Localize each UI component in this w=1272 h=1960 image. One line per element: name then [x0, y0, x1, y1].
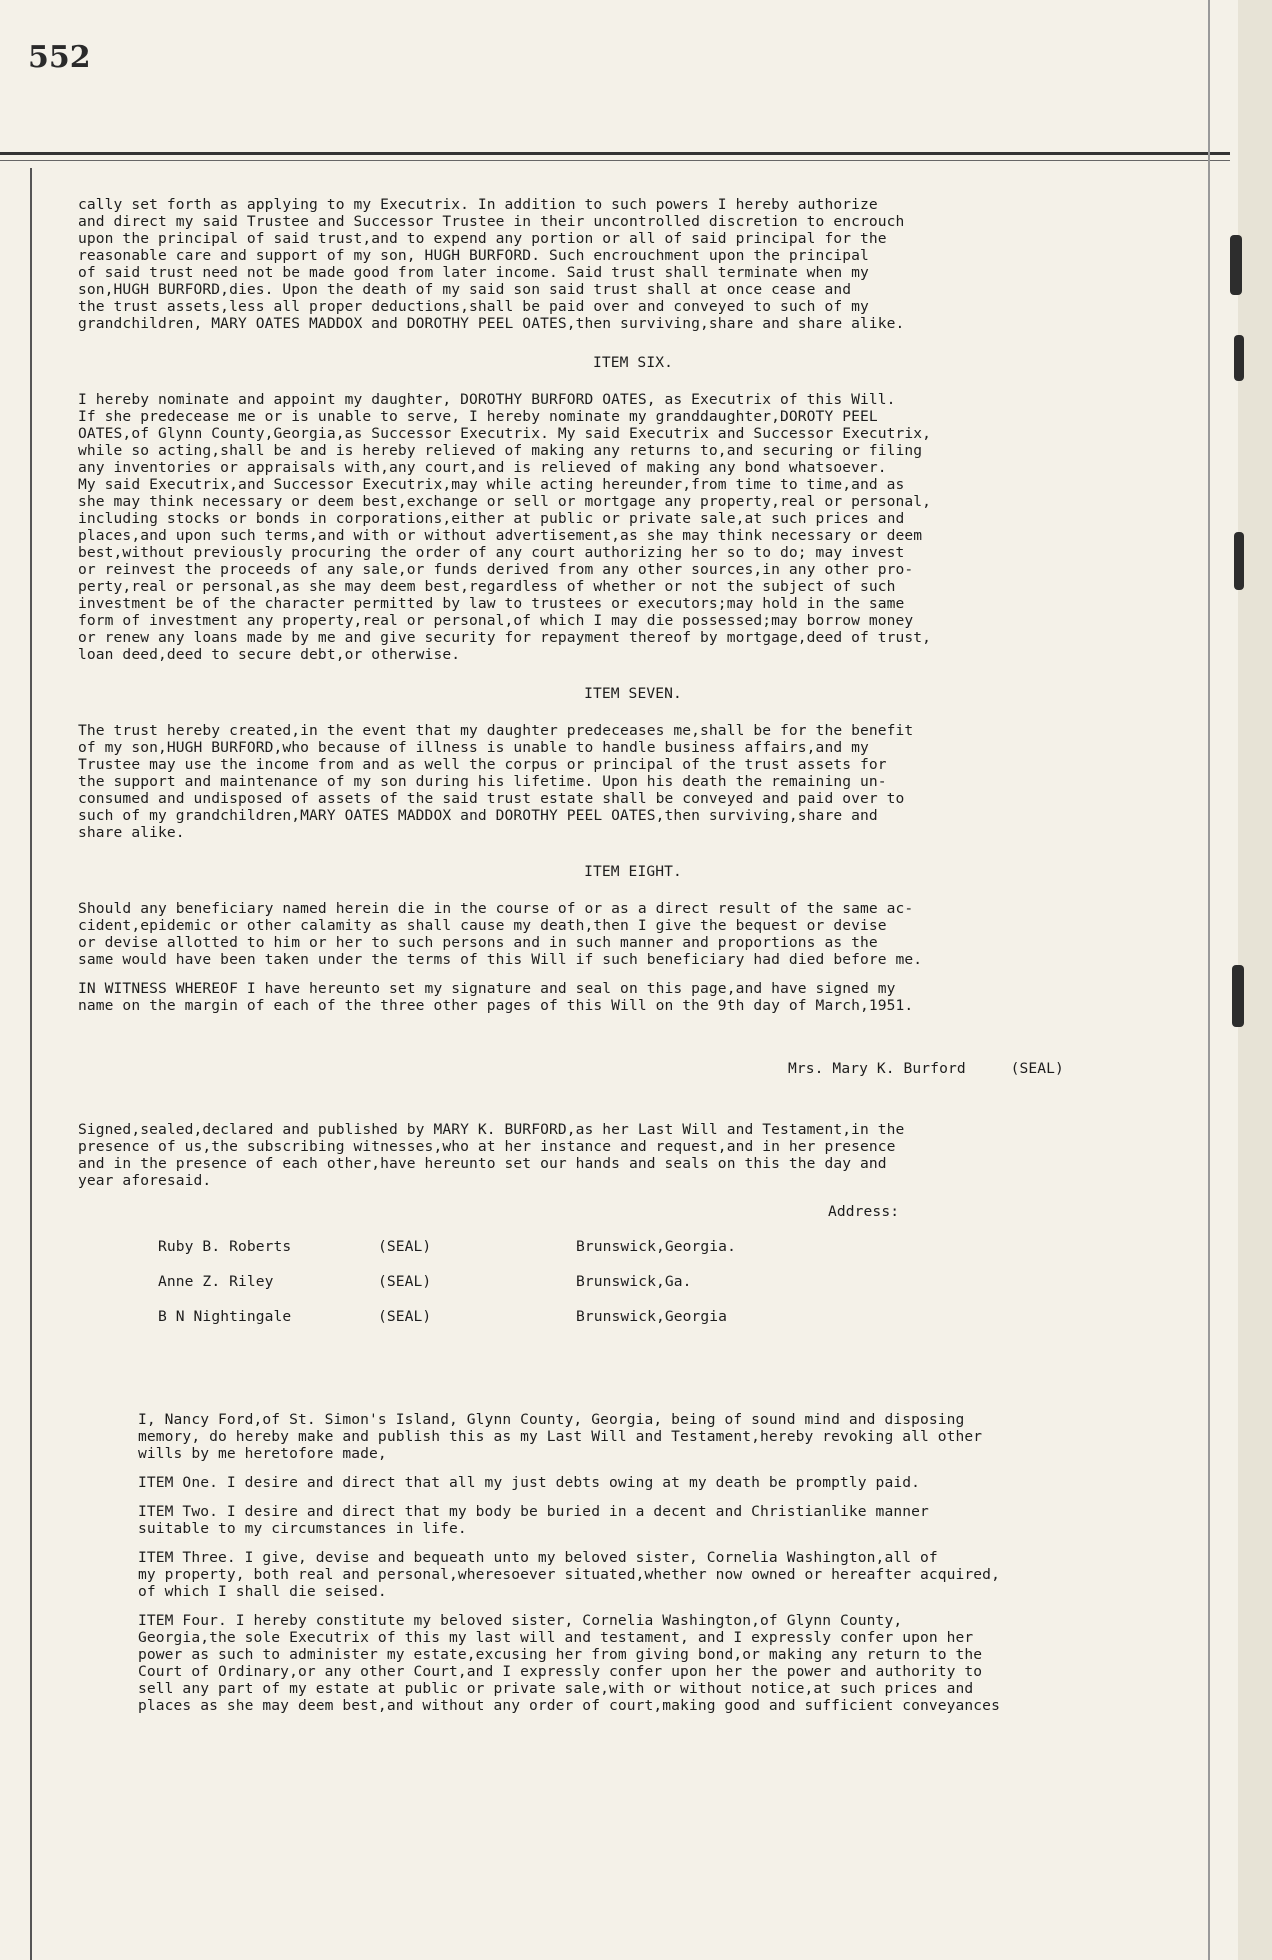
paragraph-trust-powers: cally set forth as applying to my Executrix. In addition to such powers I hereby authorize and direct my said Trustee and Successor Trustee in their uncontrolled discretion to encrouch upon the principal of said trust,and to expend any portion or all of said principal for the reasonable care and support of my son, HUGH BURFORD. Such encrouchment upon the principal of said trust need not be made good from later income. Said trust shall terminate when my son,HUGH BURFORD,dies. Upon the death of my said son said trust shall at once cease and the trust assets,less all proper deductions,shall be paid over and conveyed to such of my grandchildren, MARY OATES MADDOX and DOROTHY PEEL OATES,then surviving,share and share alike. — [78, 196, 905, 332]
address-label: Address: — [828, 1203, 900, 1220]
witness-address: Brunswick,Georgia — [576, 1308, 728, 1325]
top-rule — [0, 152, 1230, 155]
top-rule-thin — [0, 160, 1230, 161]
paragraph-in-witness: IN WITNESS WHEREOF I have hereunto set my signature and seal on this page,and have signed my name on the margin of each of the three other pages of this Will on the 9th day of March,1951. — [78, 980, 914, 1014]
heading-item-eight: ITEM EIGHT. — [584, 863, 682, 880]
heading-item-seven: ITEM SEVEN. — [584, 685, 682, 702]
testator-signature: Mrs. Mary K. Burford — [788, 1060, 966, 1077]
binding-tab-4 — [1232, 965, 1244, 1027]
binding-tab-2 — [1234, 335, 1244, 381]
witness-seal: (SEAL) — [378, 1238, 432, 1255]
heading-item-six: ITEM SIX. — [593, 354, 673, 371]
witness-seal: (SEAL) — [378, 1273, 432, 1290]
witness-address: Brunswick,Ga. — [576, 1273, 692, 1290]
paragraph-common-calamity: Should any beneficiary named herein die in the course of or as a direct result of the same ac- cident,epidemic or other calamity as shall cause my death,then I give the bequest or devise or devise allotted to him or her to such persons and in such manner and proportions as the same would have been taken under the terms of this Will if such beneficiary had died before me. — [78, 900, 923, 968]
paragraph-item-two: ITEM Two. I desire and direct that my body be buried in a decent and Christianlike manner suitable to my circumstances in life. — [138, 1503, 929, 1537]
binding-tab-3 — [1234, 532, 1244, 590]
witness-name: B N Nightingale — [158, 1308, 292, 1325]
left-margin-line — [30, 168, 32, 1960]
paragraph-item-four: ITEM Four. I hereby constitute my beloved sister, Cornelia Washington,of Glynn County, Georgia,the sole Executrix of this my last will and testament, and I expressly confer upon her power as such to administer my estate,excusing her from giving bond,or making any return to the Court of Ordinary,or any other Court,and I expressly confer upon her the power and authority to sell any part of my estate at public or private sale,with or without notice,at such prices and places as she may deem best,and without any order of court,making good and sufficient conveyances — [138, 1612, 1000, 1714]
paragraph-item-three: ITEM Three. I give, devise and bequeath unto my beloved sister, Cornelia Washington,all of my property, both real and personal,wheresoever situated,whether now owned or hereafter acquired, of which I shall die seised. — [138, 1549, 1000, 1600]
witness-name: Anne Z. Riley — [158, 1273, 274, 1290]
witness-row — [78, 1308, 1188, 1325]
testator-signature-line — [78, 1060, 1188, 1077]
binding-tab-1 — [1230, 235, 1242, 295]
witness-row — [78, 1238, 1188, 1255]
witness-row — [78, 1273, 1188, 1290]
paragraph-nancy-ford-intro: I, Nancy Ford,of St. Simon's Island, Glynn County, Georgia, being of sound mind and disposing memory, do hereby make and publish this as my Last Will and Testament,hereby revoking all other wills by me heretofore made, — [138, 1411, 983, 1462]
paragraph-trust-benefit: The trust hereby created,in the event that my daughter predeceases me,shall be for the benefit of my son,HUGH BURFORD,who because of illness is unable to handle business affairs,and my Trustee may use the income from and as well the corpus or principal of the trust assets for the support and maintenance of my son during his lifetime. Upon his death the remaining un- consumed and undisposed of assets of the said trust estate shall be conveyed and paid over to such of my grandchildren,MARY OATES MADDOX and DOROTHY PEEL OATES,then surviving,share and share alike. — [78, 722, 914, 841]
paragraph-executrix: I hereby nominate and appoint my daughter, DOROTHY BURFORD OATES, as Executrix of this Will. If she predecease me or is unable to serve, I hereby nominate my granddaughter,DOROTY PEEL OATES,of Glynn County,Georgia,as Successor Executrix. My said Executrix and Successor Executrix, while so acting,shall be and is hereby relieved of making any returns to,and securing or filing any inventories or appraisals with,any court,and is relieved of making any bond whatsoever. My said Executrix,and Successor Executrix,may while acting hereunder,from time to time,and as she may think necessary or deem best,exchange or sell or mortgage any property,real or personal, including stocks or bonds in corporations,either at public or private sale,at such prices and places,and upon such terms,and with or without advertisement,as she may think necessary or deem best,without previously procuring the order of any court authorizing her so to do; may invest or reinvest the proceeds of any sale,or funds derived from any other sources,in any other pro- perty,real or personal,as she may deem best,regardless of whether or not the subject of such investment be of the character permitted by law to trustees or executors;may hold in the same form of investment any property,real or personal,of which I may die possessed;may borrow money or renew any loans made by me and give security for repayment thereof by mortgage,deed of trust, loan deed,deed to secure debt,or otherwise. — [78, 391, 932, 663]
paragraph-item-one: ITEM One. I desire and direct that all my just debts owing at my death be promptly paid. — [138, 1474, 920, 1491]
witness-seal: (SEAL) — [378, 1308, 432, 1325]
testator-seal: (SEAL) — [1010, 1060, 1064, 1077]
right-margin-line — [1208, 0, 1210, 1960]
witness-name: Ruby B. Roberts — [158, 1238, 292, 1255]
page-number: 552 — [28, 40, 91, 75]
document-body — [78, 196, 1188, 1714]
paragraph-attestation: Signed,sealed,declared and published by MARY K. BURFORD,as her Last Will and Testament,in the presence of us,the subscribing witnesses,who at her instance and request,and in her presence and in the presence of each other,have hereunto set our hands and seals on this the day and year aforesaid. — [78, 1121, 905, 1189]
witness-address: Brunswick,Georgia. — [576, 1238, 736, 1255]
